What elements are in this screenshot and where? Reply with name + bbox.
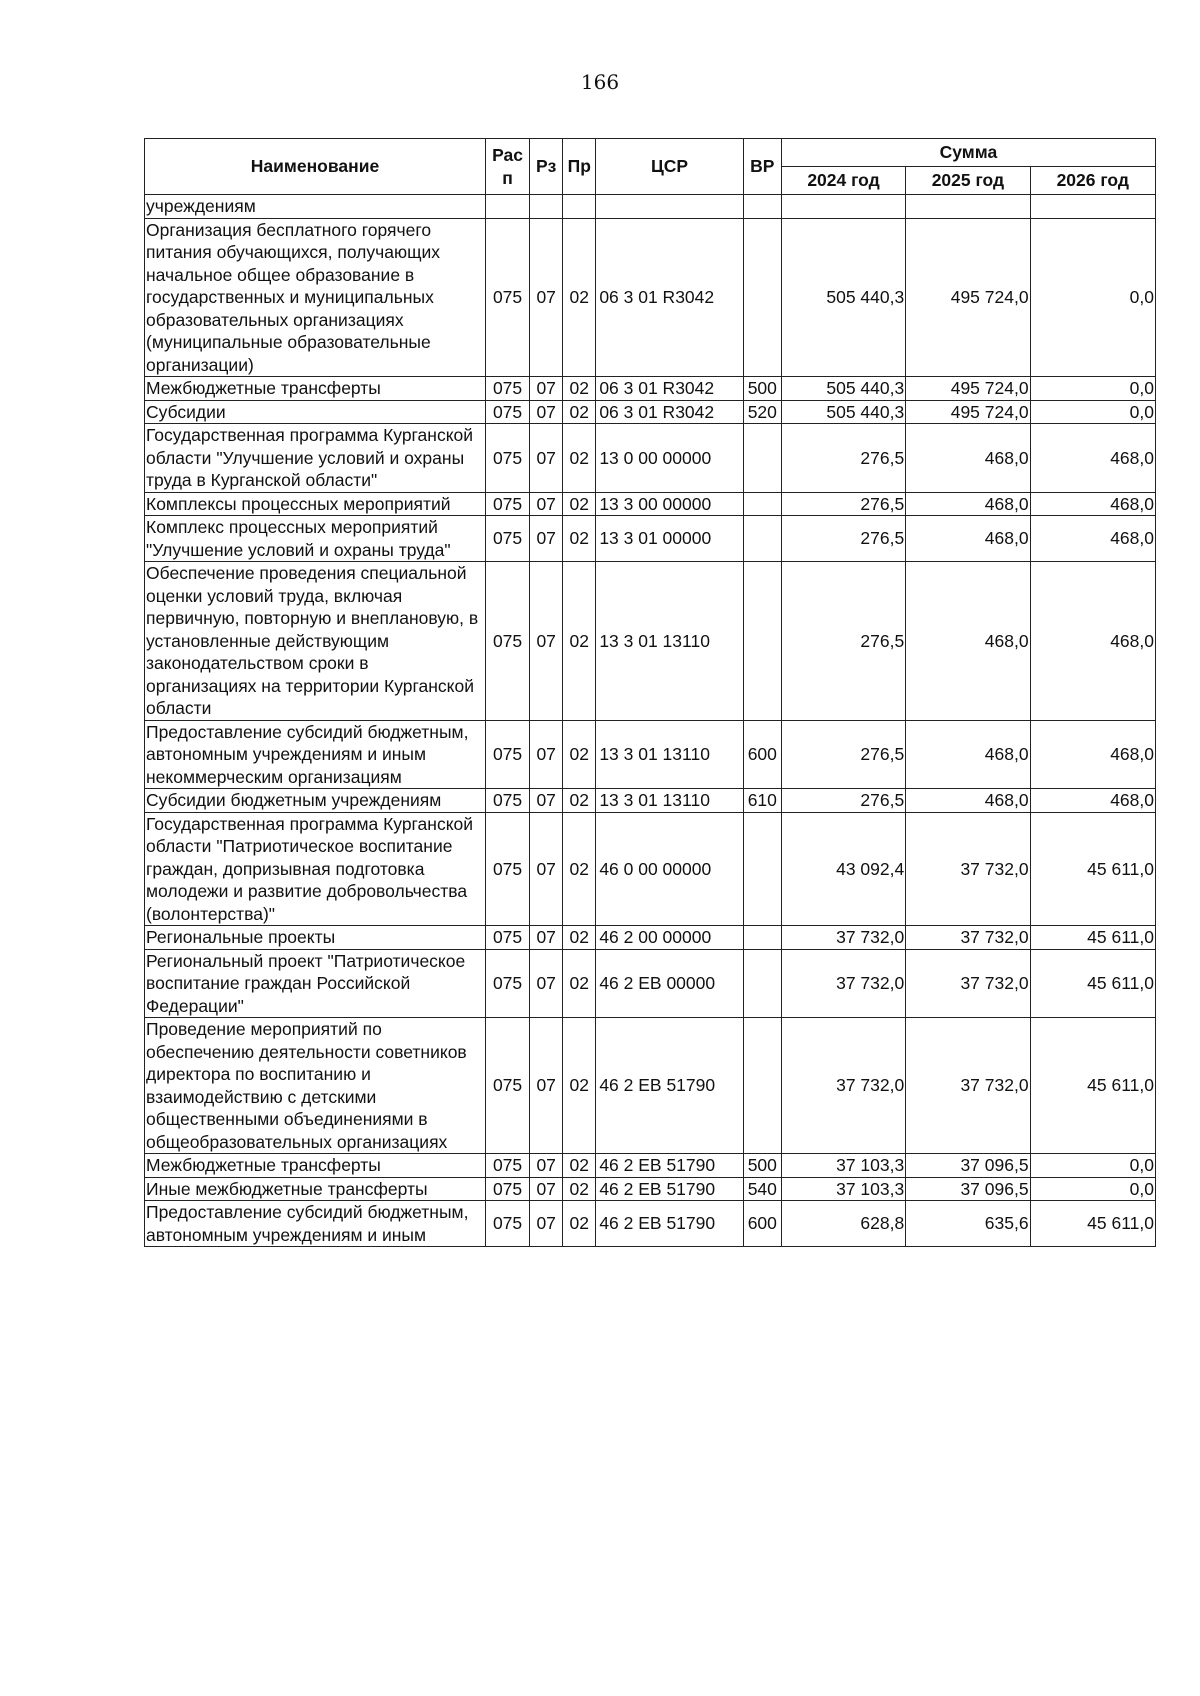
cell-2026: 45 611,0 (1030, 812, 1155, 926)
cell-2025: 468,0 (906, 562, 1030, 721)
cell-2026: 0,0 (1030, 377, 1155, 401)
table-row (145, 562, 1156, 721)
cell-rasp: 075 (486, 812, 530, 926)
cell-vr: 540 (743, 1177, 781, 1201)
cell-csr: 06 3 01 R3042 (596, 218, 743, 377)
cell-name: Государственная программа Курганской области "Улучшение условий и охраны труда в Курганской области" (145, 424, 486, 493)
cell-rasp: 075 (486, 1201, 530, 1247)
table-row (145, 1201, 1156, 1247)
table-row (145, 516, 1156, 562)
cell-rz: 07 (530, 492, 563, 516)
table-row (145, 812, 1156, 926)
cell-rz: 07 (530, 562, 563, 721)
header-rz: Рз (530, 139, 563, 195)
cell-name: Предоставление субсидий бюджетным, автономным учреждениям и иным некоммерческим организациям (145, 720, 486, 789)
cell-pr: 02 (563, 1177, 596, 1201)
cell-name: Проведение мероприятий по обеспечению деятельности советников директора по воспитанию и взаимодействию с детскими общественными объединениями в общеобразовательных организациях (145, 1018, 486, 1154)
header-2026: 2026 год (1030, 167, 1155, 195)
cell-2026: 0,0 (1030, 400, 1155, 424)
cell-name: Межбюджетные трансферты (145, 377, 486, 401)
table-row (145, 400, 1156, 424)
table-row (145, 1154, 1156, 1178)
cell-pr: 02 (563, 789, 596, 813)
cell-pr: 02 (563, 1018, 596, 1154)
cell-csr: 46 2 EB 51790 (596, 1018, 743, 1154)
cell-vr: 520 (743, 400, 781, 424)
table-row (145, 492, 1156, 516)
cell-2025: 495 724,0 (906, 218, 1030, 377)
cell-name: Субсидии бюджетным учреждениям (145, 789, 486, 813)
cell-rz: 07 (530, 1201, 563, 1247)
cell-2026: 0,0 (1030, 1154, 1155, 1178)
cell-rz: 07 (530, 720, 563, 789)
cell-rasp: 075 (486, 789, 530, 813)
cell-pr: 02 (563, 812, 596, 926)
table-row (145, 218, 1156, 377)
cell-csr: 13 0 00 00000 (596, 424, 743, 493)
cell-csr: 13 3 01 13110 (596, 562, 743, 721)
table-body (145, 195, 1156, 1247)
header-sum: Сумма (781, 139, 1155, 167)
cell-rasp: 075 (486, 1154, 530, 1178)
cell-vr: 500 (743, 1154, 781, 1178)
cell-name: учреждениям (145, 195, 486, 219)
cell-2025: 37 732,0 (906, 949, 1030, 1018)
table-row (145, 789, 1156, 813)
cell-vr (743, 492, 781, 516)
cell-2024 (781, 195, 905, 219)
cell-vr (743, 562, 781, 721)
cell-rasp: 075 (486, 1177, 530, 1201)
cell-vr (743, 812, 781, 926)
cell-rz: 07 (530, 949, 563, 1018)
cell-2024: 276,5 (781, 492, 905, 516)
table-row (145, 926, 1156, 950)
cell-2026: 468,0 (1030, 424, 1155, 493)
cell-2025: 468,0 (906, 492, 1030, 516)
cell-vr: 500 (743, 377, 781, 401)
header-pr: Пр (563, 139, 596, 195)
table-row (145, 949, 1156, 1018)
cell-pr: 02 (563, 1154, 596, 1178)
cell-csr: 13 3 01 13110 (596, 720, 743, 789)
cell-2024: 276,5 (781, 516, 905, 562)
cell-2026: 45 611,0 (1030, 1018, 1155, 1154)
cell-name: Предоставление субсидий бюджетным, автономным учреждениям и иным (145, 1201, 486, 1247)
page-number: 166 (580, 70, 620, 94)
cell-2026: 0,0 (1030, 1177, 1155, 1201)
cell-vr: 600 (743, 720, 781, 789)
cell-name: Субсидии (145, 400, 486, 424)
cell-pr: 02 (563, 400, 596, 424)
cell-2024: 505 440,3 (781, 377, 905, 401)
cell-2026: 468,0 (1030, 516, 1155, 562)
cell-csr: 46 2 EB 51790 (596, 1177, 743, 1201)
cell-vr (743, 1018, 781, 1154)
cell-rz: 07 (530, 789, 563, 813)
cell-pr: 02 (563, 492, 596, 516)
cell-2026: 468,0 (1030, 562, 1155, 721)
cell-csr: 13 3 00 00000 (596, 492, 743, 516)
cell-vr (743, 516, 781, 562)
cell-2026: 45 611,0 (1030, 949, 1155, 1018)
cell-rasp: 075 (486, 424, 530, 493)
cell-2025: 37 732,0 (906, 1018, 1030, 1154)
cell-2024: 505 440,3 (781, 400, 905, 424)
table-row (145, 720, 1156, 789)
cell-2024: 37 732,0 (781, 949, 905, 1018)
cell-rasp: 075 (486, 492, 530, 516)
header-csr: ЦСР (596, 139, 743, 195)
cell-name: Иные межбюджетные трансферты (145, 1177, 486, 1201)
cell-csr: 46 2 00 00000 (596, 926, 743, 950)
cell-rasp: 075 (486, 562, 530, 721)
cell-rz: 07 (530, 218, 563, 377)
table-row (145, 1018, 1156, 1154)
cell-2025 (906, 195, 1030, 219)
cell-rasp: 075 (486, 516, 530, 562)
cell-2026: 45 611,0 (1030, 926, 1155, 950)
cell-2024: 628,8 (781, 1201, 905, 1247)
cell-rasp: 075 (486, 377, 530, 401)
header-2025: 2025 год (906, 167, 1030, 195)
table-row (145, 195, 1156, 219)
cell-rasp: 075 (486, 1018, 530, 1154)
cell-2025: 495 724,0 (906, 400, 1030, 424)
cell-rz: 07 (530, 926, 563, 950)
cell-csr: 06 3 01 R3042 (596, 400, 743, 424)
cell-2026: 468,0 (1030, 720, 1155, 789)
cell-pr: 02 (563, 1201, 596, 1247)
cell-csr: 46 2 EB 51790 (596, 1154, 743, 1178)
cell-vr (743, 926, 781, 950)
cell-2025: 468,0 (906, 424, 1030, 493)
cell-2024: 37 103,3 (781, 1177, 905, 1201)
cell-pr: 02 (563, 562, 596, 721)
cell-2026: 468,0 (1030, 789, 1155, 813)
cell-rz: 07 (530, 400, 563, 424)
cell-2024: 505 440,3 (781, 218, 905, 377)
cell-rasp: 075 (486, 926, 530, 950)
cell-pr: 02 (563, 218, 596, 377)
cell-rz (530, 195, 563, 219)
cell-2026 (1030, 195, 1155, 219)
cell-pr (563, 195, 596, 219)
cell-2024: 276,5 (781, 789, 905, 813)
cell-rz: 07 (530, 424, 563, 493)
cell-csr: 13 3 01 00000 (596, 516, 743, 562)
table-row (145, 1177, 1156, 1201)
cell-rasp (486, 195, 530, 219)
cell-2025: 468,0 (906, 789, 1030, 813)
budget-table (144, 138, 1156, 1247)
cell-2025: 468,0 (906, 516, 1030, 562)
table-header (145, 139, 1156, 195)
cell-2024: 276,5 (781, 720, 905, 789)
cell-csr (596, 195, 743, 219)
cell-2026: 45 611,0 (1030, 1201, 1155, 1247)
cell-pr: 02 (563, 424, 596, 493)
cell-2025: 37 096,5 (906, 1154, 1030, 1178)
cell-rz: 07 (530, 812, 563, 926)
cell-rz: 07 (530, 1018, 563, 1154)
cell-pr: 02 (563, 720, 596, 789)
cell-csr: 06 3 01 R3042 (596, 377, 743, 401)
cell-csr: 46 2 EB 51790 (596, 1201, 743, 1247)
cell-2025: 37 732,0 (906, 926, 1030, 950)
cell-2025: 468,0 (906, 720, 1030, 789)
header-vr: ВР (743, 139, 781, 195)
table-row (145, 377, 1156, 401)
cell-rasp: 075 (486, 949, 530, 1018)
cell-vr (743, 949, 781, 1018)
cell-name: Государственная программа Курганской области "Патриотическое воспитание граждан, допризывная подготовка молодежи и развитие добровольчества (волонтерства)" (145, 812, 486, 926)
cell-name: Организация бесплатного горячего питания обучающихся, получающих начальное общее образование в государственных и муниципальных образовательных организациях (муниципальные образовательные организации) (145, 218, 486, 377)
cell-2025: 495 724,0 (906, 377, 1030, 401)
cell-csr: 13 3 01 13110 (596, 789, 743, 813)
cell-vr (743, 424, 781, 493)
cell-rz: 07 (530, 1177, 563, 1201)
cell-vr: 600 (743, 1201, 781, 1247)
cell-name: Комплекс процессных мероприятий "Улучшение условий и охраны труда" (145, 516, 486, 562)
header-2024: 2024 год (781, 167, 905, 195)
cell-rasp: 075 (486, 400, 530, 424)
cell-2026: 468,0 (1030, 492, 1155, 516)
cell-2025: 635,6 (906, 1201, 1030, 1247)
cell-rz: 07 (530, 1154, 563, 1178)
cell-vr (743, 195, 781, 219)
cell-pr: 02 (563, 516, 596, 562)
header-name: Наименование (145, 139, 486, 195)
header-rasp: Рас п (486, 139, 530, 195)
cell-rz: 07 (530, 516, 563, 562)
cell-2026: 0,0 (1030, 218, 1155, 377)
cell-name: Региональный проект "Патриотическое воспитание граждан Российской Федерации" (145, 949, 486, 1018)
cell-name: Комплексы процессных мероприятий (145, 492, 486, 516)
cell-2024: 43 092,4 (781, 812, 905, 926)
cell-name: Региональные проекты (145, 926, 486, 950)
cell-rasp: 075 (486, 720, 530, 789)
cell-rz: 07 (530, 377, 563, 401)
cell-csr: 46 2 EB 00000 (596, 949, 743, 1018)
cell-name: Межбюджетные трансферты (145, 1154, 486, 1178)
cell-2024: 37 732,0 (781, 926, 905, 950)
cell-name: Обеспечение проведения специальной оценки условий труда, включая первичную, повторную и внеплановую, в установленные действующим законодательством сроки в организациях на территории Курганской области (145, 562, 486, 721)
table-row (145, 424, 1156, 493)
cell-pr: 02 (563, 926, 596, 950)
cell-2024: 37 103,3 (781, 1154, 905, 1178)
cell-rasp: 075 (486, 218, 530, 377)
cell-2025: 37 732,0 (906, 812, 1030, 926)
cell-2025: 37 096,5 (906, 1177, 1030, 1201)
cell-2024: 276,5 (781, 424, 905, 493)
cell-pr: 02 (563, 949, 596, 1018)
cell-2024: 37 732,0 (781, 1018, 905, 1154)
cell-pr: 02 (563, 377, 596, 401)
cell-vr: 610 (743, 789, 781, 813)
cell-csr: 46 0 00 00000 (596, 812, 743, 926)
cell-vr (743, 218, 781, 377)
cell-2024: 276,5 (781, 562, 905, 721)
